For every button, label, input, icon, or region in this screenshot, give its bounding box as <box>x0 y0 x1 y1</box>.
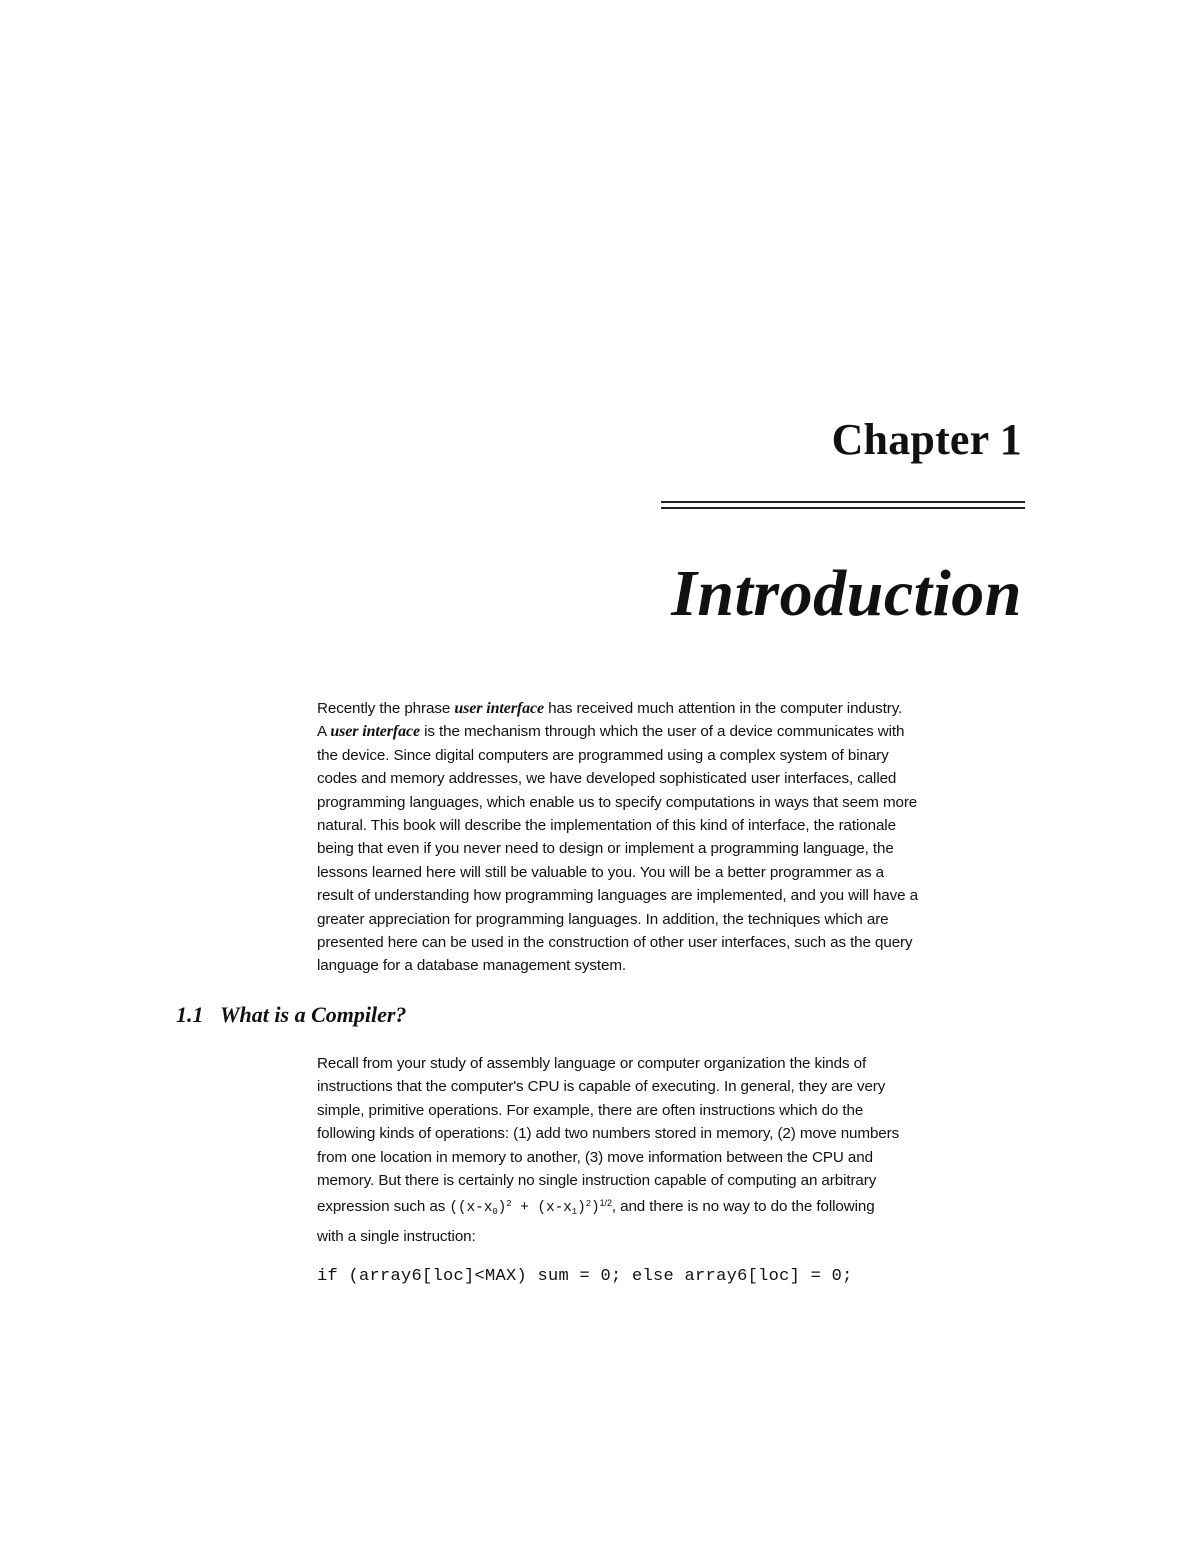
text-line <box>317 697 1037 720</box>
expr-subscript: 0 <box>492 1207 498 1218</box>
text-line: the device. Since digital computers are programmed using a complex system of binary <box>317 746 889 764</box>
text-line: natural. This book will describe the implementation of this kind of interface, the rationale <box>317 817 896 835</box>
text-line: result of understanding how programming languages are implemented, and you will have a <box>317 887 918 905</box>
expr-exponent: 2 <box>506 1199 512 1210</box>
text-line: language for a database management system. <box>317 957 627 975</box>
text-line: lessons learned here will still be valuable to you. You will be a better programmer as a <box>317 863 884 881</box>
chapter-title: Introduction <box>671 557 1022 630</box>
term-emphasis: user interface <box>454 700 545 717</box>
expr-part: ) <box>591 1200 600 1217</box>
intro-paragraph <box>317 697 1037 978</box>
text-line: instructions that the computer's CPU is capable of executing. In general, they are very <box>317 1078 886 1096</box>
text-line: following kinds of operations: (1) add two numbers stored in memory, (2) move numbers <box>317 1125 900 1143</box>
text-line <box>317 1192 1037 1224</box>
expr-part: ((x-x <box>449 1200 493 1217</box>
expr-part: ) <box>577 1200 586 1217</box>
expr-part: + (x-x <box>511 1200 572 1217</box>
text-run: A <box>317 723 331 741</box>
chapter-label: Chapter 1 <box>831 415 1022 464</box>
math-expression <box>449 1200 599 1216</box>
text-run: is the mechanism through which the user of a device communicates with <box>420 723 905 741</box>
text-line: with a single instruction: <box>317 1227 476 1245</box>
text-line: codes and memory addresses, we have developed sophisticated user interfaces, called <box>317 770 897 788</box>
section-number: 1.1 <box>176 1002 204 1027</box>
expr-exponent: 1/2 <box>599 1198 612 1209</box>
section-heading <box>176 1000 406 1030</box>
recall-paragraph <box>317 1052 1037 1248</box>
text-line: from one location in memory to another, (3) move information between the CPU and <box>317 1148 873 1166</box>
code-example: if (array6[loc]<MAX) sum = 0; else array6[loc] = 0; <box>317 1267 853 1286</box>
text-line <box>317 720 1037 743</box>
text-run: , and there is no way to do the following <box>611 1198 875 1216</box>
text-run: expression such as <box>317 1198 450 1216</box>
text-line: presented here can be used in the construction of other user interfaces, such as the query <box>317 934 913 952</box>
text-line: simple, primitive operations. For example, there are often instructions which do the <box>317 1101 864 1119</box>
expr-exponent: 2 <box>585 1199 592 1210</box>
text-run: has received much attention in the computer industry. <box>544 700 903 717</box>
expr-subscript: 1 <box>571 1207 578 1218</box>
chapter-rule <box>661 501 1025 509</box>
term-emphasis: user interface <box>330 723 421 741</box>
text-line: being that even if you never need to design or implement a programming language, the <box>317 840 894 858</box>
text-line: greater appreciation for programming languages. In addition, the techniques which are <box>317 910 889 928</box>
section-title: What is a Compiler? <box>220 1002 407 1027</box>
text-line: Recall from your study of assembly language or computer organization the kinds of <box>317 1055 867 1072</box>
text-line: memory. But there is certainly no single instruction capable of computing an arbitrary <box>317 1172 877 1190</box>
expr-part: ) <box>497 1200 507 1217</box>
text-run: Recently the phrase <box>317 700 455 717</box>
text-line: programming languages, which enable us to specify computations in ways that seem more <box>317 793 918 811</box>
